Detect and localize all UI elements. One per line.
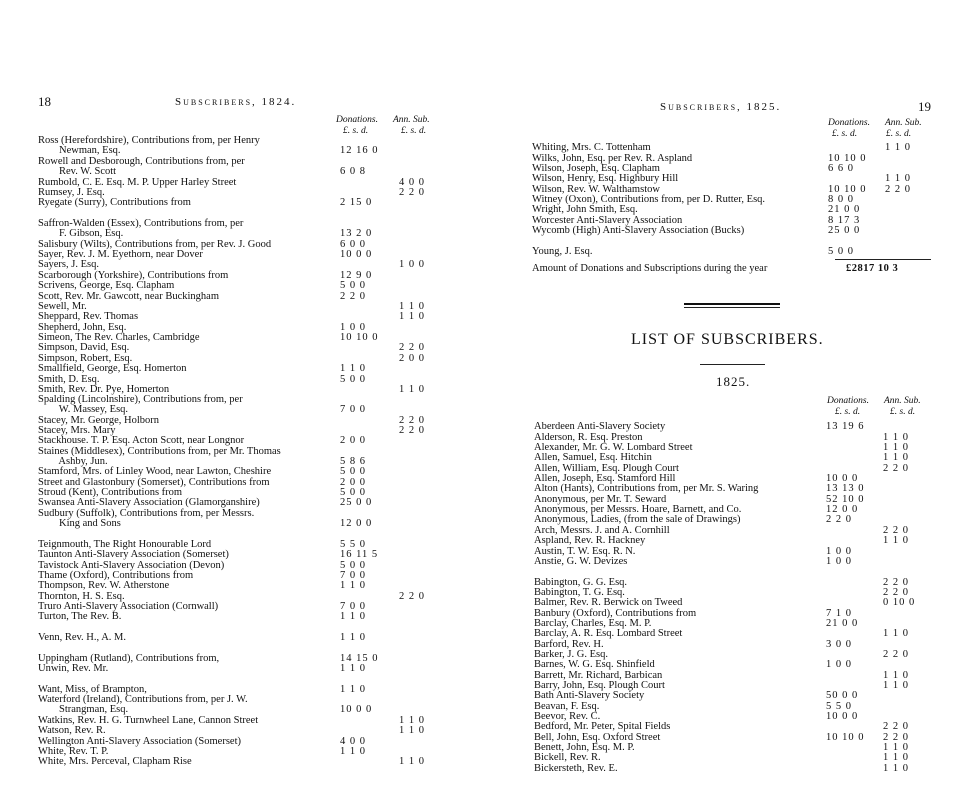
entry-name: Saffron-Walden (Essex), Contributions from, per [38,218,244,229]
entry-donation: 10 0 0 [340,704,373,715]
entry-row [38,281,458,291]
entry-donation: 10 0 0 [826,473,859,484]
entry-donation: 1 1 0 [340,363,366,374]
col-donations: Donations. [336,115,378,125]
entry-name: Teignmouth, The Right Honourable Lord [38,539,212,550]
entry-name: Bell, John, Esq. Oxford Street [534,732,661,743]
entry-donation: 10 10 0 [828,153,867,164]
entry-row [38,250,458,260]
entry-annual: 1 1 0 [399,725,425,736]
running-head: Subscribers, 1824. [175,96,297,108]
entry-row [532,143,942,153]
entry-donation: 5 0 0 [828,246,854,257]
entry-name: Sewell, Mr. [38,301,87,312]
entry-row [38,612,458,622]
entry-annual: 4 0 0 [399,177,425,188]
entry-name: Barclay, Charles, Esq. M. P. [534,618,652,629]
entry-name: Taunton Anti-Slavery Association (Somerset) [38,549,229,560]
entry-name: Wellington Anti-Slavery Association (Somerset) [38,736,242,747]
entry-row [532,226,942,236]
entry-donation: 12 0 0 [340,518,373,529]
entry-row [38,726,458,736]
entry-donation: 2 0 0 [340,435,366,446]
entry-name: Wilks, John, Esq. per Rev. R. Aspland [532,153,693,164]
entry-donation: 10 10 0 [340,332,379,343]
entry-name: Barker, J. G. Esq. [534,649,608,660]
entry-row [38,467,458,477]
entry-name: Staines (Middlesex), Contributions from, per Mr. Thomas [38,446,281,457]
entry-name: Thornton, H. S. Esq. [38,591,125,602]
entry-row [534,629,944,639]
list-title: LIST OF SUBSCRIBERS. [631,331,824,348]
entry-name: Smith, D. Esq. [38,374,100,385]
entry-name: Tavistock Anti-Slavery Association (Devon) [38,560,225,571]
entry-donation: 13 19 6 [826,421,865,432]
entry-row [534,453,944,463]
entry-name: W. Massey, Esq. [38,404,129,415]
entry-name: Beevor, Rev. C. [534,711,601,722]
entry-row [38,519,458,529]
entry-annual: 1 1 0 [883,452,909,463]
entry-name: Wilson, Henry, Esq. Highbury Hill [532,173,679,184]
entry-annual: 1 1 0 [883,763,909,774]
entry-row [38,581,458,591]
entry-row [532,247,942,257]
entry-name: Simpson, David, Esq. [38,342,130,353]
entry-row [532,205,942,215]
entry-donation: 21 0 0 [826,618,859,629]
entry-donation: 14 15 0 [340,653,379,664]
entry-name: Banbury (Oxford), Contributions from [534,608,697,619]
entry-name: F. Gibson, Esq. [38,228,124,239]
entry-annual: 1 1 0 [885,142,911,153]
entry-name: Aspland, Rev. R. Hackney [534,535,646,546]
entry-name: Stamford, Mrs. of Linley Wood, near Lawton, Cheshire [38,466,272,477]
entry-donation: 13 13 0 [826,483,865,494]
entry-name: White, Rev. T. P. [38,746,109,757]
entry-name: Waterford (Ireland), Contributions from, per J. W. [38,694,248,705]
entry-annual: 2 2 0 [399,187,425,198]
entry-donation: 1 1 0 [340,611,366,622]
entry-annual: 1 1 0 [883,432,909,443]
entry-name: Benett, John, Esq. M. P. [534,742,635,753]
entry-donation: 7 1 0 [826,608,852,619]
entry-annual: 0 10 0 [883,597,916,608]
entry-annual: 1 1 0 [399,384,425,395]
entry-name: Babington, T. G. Esq. [534,587,625,598]
entry-annual: 2 2 0 [399,342,425,353]
page-number: 19 [918,99,931,114]
list-year: 1825. [716,374,751,389]
entry-row [38,198,458,208]
entry-name: King and Sons [38,518,121,529]
page-number: 18 [38,94,51,109]
entry-annual: 2 0 0 [399,353,425,364]
entry-donation: 5 8 6 [340,456,366,467]
entry-name: Beavan, F. Esq. [534,701,600,712]
entry-donation: 1 1 0 [340,580,366,591]
entry-donation: 25 0 0 [340,497,373,508]
entry-donation: 10 10 0 [828,184,867,195]
double-rule-bottom [684,307,780,308]
entry-name: Rowell and Desborough, Contributions from, per [38,156,245,167]
entry-name: Newman, Esq. [38,145,121,156]
entry-row [38,312,458,322]
entry-row [38,633,458,643]
col-units-annual: £. s. d. [886,129,912,139]
entry-name: Anonymous, Ladies, (from the sale of Drawings) [534,514,741,525]
entry-donation: 2 15 0 [340,197,373,208]
running-head: Subscribers, 1825. [660,101,782,113]
entry-donation: 5 0 0 [340,466,366,477]
col-annual: Ann. Sub. [393,115,430,125]
right-page [490,0,980,808]
entry-row [534,536,944,546]
entry-row [38,550,458,560]
entry-row [534,660,944,670]
entry-name: Ashby, Jun. [38,456,108,467]
entry-annual: 1 1 0 [399,756,425,767]
entry-annual: 2 2 0 [883,587,909,598]
entry-name: Stacey, Mrs. Mary [38,425,116,436]
entry-donation: 16 11 5 [340,549,379,560]
entry-name: Barford, Rev. H. [534,639,604,650]
entry-name: Barrett, Mr. Richard, Barbican [534,670,663,681]
entry-donation: 13 2 0 [340,228,373,239]
entry-row [38,436,458,446]
entry-row [38,343,458,353]
entry-donation: 7 0 0 [340,404,366,415]
entry-name: Scrivens, George, Esq. Clapham [38,280,175,291]
entry-donation: 2 2 0 [826,514,852,525]
entry-donation: 10 10 0 [826,732,865,743]
entry-donation: 12 9 0 [340,270,373,281]
entry-row [534,598,944,608]
entry-annual: 1 1 0 [883,742,909,753]
entry-name: Barclay, A. R. Esq. Lombard Street [534,628,683,639]
entry-row [534,557,944,567]
entry-donation: 5 0 0 [340,560,366,571]
col-annual: Ann. Sub. [885,118,922,128]
entry-name: Thame (Oxford), Contributions from [38,570,194,581]
total-label: Amount of Donations and Subscriptions during the year [532,263,768,274]
entry-name: Balmer, Rev. R. Berwick on Tweed [534,597,683,608]
entry-annual: 1 1 0 [883,628,909,639]
entry-annual: 2 2 0 [883,463,909,474]
entry-name: Barnes, W. G. Esq. Shinfield [534,659,655,670]
entry-name: Wilson, Joseph, Esq. Clapham [532,163,660,174]
entry-name: Rumbold, C. E. Esq. M. P. Upper Harley Street [38,177,237,188]
entry-donation: 12 0 0 [826,504,859,515]
entry-donation: 1 1 0 [340,663,366,674]
entry-row [534,722,944,732]
entry-name: Want, Miss, of Brampton, [38,684,147,695]
entry-name: Wilson, Rev. W. Walthamstow [532,184,660,195]
entry-donation: 4 0 0 [340,736,366,747]
entry-name: Witney (Oxon), Contributions from, per D. Rutter, Esq. [532,194,766,205]
entry-donation: 1 0 0 [340,322,366,333]
entry-donation: 5 5 0 [340,539,366,550]
entry-row [38,229,458,239]
entry-name: Bedford, Mr. Peter, Spital Fields [534,721,671,732]
entry-name: Bath Anti-Slavery Society [534,690,645,701]
entry-donation: 6 6 0 [828,163,854,174]
entry-name: Smith, Rev. Dr. Pye, Homerton [38,384,170,395]
entry-name: Wright, John Smith, Esq. [532,204,638,215]
list-col-units-donations: £. s. d. [835,407,861,417]
entry-donation: 3 0 0 [826,639,852,650]
entry-name: Shepherd, John, Esq. [38,322,127,333]
entry-annual: 2 2 0 [883,649,909,660]
entry-donation: 1 1 0 [340,746,366,757]
entry-annual: 2 2 0 [883,732,909,743]
double-rule-top [684,303,780,305]
entry-donation: 7 0 0 [340,570,366,581]
entry-name: Scott, Rev. Mr. Gawcott, near Buckingham [38,291,219,302]
entry-donation: 6 0 8 [340,166,366,177]
col-units-donations: £. s. d. [343,126,369,136]
entry-donation: 5 0 0 [340,280,366,291]
entry-name: Simpson, Robert, Esq. [38,353,133,364]
entry-name: Spalding (Lincolnshire), Contributions from, per [38,394,243,405]
entry-name: Swansea Anti-Slavery Association (Glamorganshire) [38,497,260,508]
entry-name: Watson, Rev. R. [38,725,106,736]
entry-annual: 1 1 0 [883,680,909,691]
entry-name: Babington, G. G. Esq. [534,577,628,588]
total-rule [835,259,931,260]
entry-annual: 1 1 0 [399,301,425,312]
entry-name: Strangman, Esq. [38,704,129,715]
entry-donation: 1 0 0 [826,659,852,670]
entry-name: Stacey, Mr. George, Holborn [38,415,160,426]
list-col-annual: Ann. Sub. [884,396,921,406]
entry-donation: 8 17 3 [828,215,861,226]
entry-donation: 25 0 0 [828,225,861,236]
entry-name: Smallfield, George, Esq. Homerton [38,363,187,374]
entry-name: Bickersteth, Rev. E. [534,763,618,774]
entry-annual: 1 1 0 [883,752,909,763]
entry-donation: 5 5 0 [826,701,852,712]
entry-row [38,292,458,302]
entry-donation: 8 0 0 [828,194,854,205]
entry-row [534,753,944,763]
entry-name: Allen, Samuel, Esq. Hitchin [534,452,652,463]
entry-name: Bickell, Rev. R. [534,752,601,763]
entry-donation: 1 0 0 [826,556,852,567]
entry-name: Venn, Rev. H., A. M. [38,632,126,643]
entry-name: Stroud (Kent), Contributions from [38,487,183,498]
entry-name: Young, J. Esq. [532,246,593,257]
entry-name: Anonymous, per Mr. T. Seward [534,494,667,505]
entry-name: Sudbury (Suffolk), Contributions from, per Messrs. [38,508,255,519]
entry-row [534,484,944,494]
entry-name: Austin, T. W. Esq. R. N. [534,546,636,557]
entry-annual: 2 2 0 [883,525,909,536]
entry-name: Alton (Hants), Contributions from, per Mr. S. Waring [534,483,759,494]
entry-annual: 2 2 0 [883,577,909,588]
entry-name: Simeon, The Rev. Charles, Cambridge [38,332,200,343]
entry-name: Truro Anti-Slavery Association (Cornwall) [38,601,219,612]
entry-name: Sayer, Rev. J. M. Eyethorn, near Dover [38,249,203,260]
entry-name: Arch, Messrs. J. and A. Cornhill [534,525,670,536]
entry-name: Anstie, G. W. Devizes [534,556,628,567]
entry-row [532,174,942,184]
entry-row [38,146,458,156]
entry-name: Unwin, Rev. Mr. [38,663,109,674]
entry-name: Allen, Joseph, Esq. Stamford Hill [534,473,676,484]
entry-donation: 6 0 0 [340,239,366,250]
entry-name: Sheppard, Rev. Thomas [38,311,139,322]
entry-name: Wycomb (High) Anti-Slavery Association (Bucks) [532,225,745,236]
total-value: £2817 10 3 [846,263,899,274]
entry-row [38,498,458,508]
entry-name: Scarborough (Yorkshire), Contributions from [38,270,229,281]
entry-name: Rumsey, J. Esq. [38,187,105,198]
entry-name: Thompson, Rev. W. Atherstone [38,580,170,591]
entry-row [534,691,944,701]
entry-row [534,422,944,432]
entry-donation: 21 0 0 [828,204,861,215]
entry-name: Stackhouse. T. P. Esq. Acton Scott, near Longnor [38,435,245,446]
entry-row [38,405,458,415]
entry-annual: 2 2 0 [399,591,425,602]
entry-name: Salisbury (Wilts), Contributions from, per Rev. J. Good [38,239,272,250]
entry-row [38,364,458,374]
entry-donation: 12 16 0 [340,145,379,156]
entry-row [38,705,458,715]
entry-annual: 1 1 0 [883,442,909,453]
entry-annual: 2 2 0 [885,184,911,195]
entry-name: Turton, The Rev. B. [38,611,122,622]
entry-annual: 1 1 0 [399,715,425,726]
entry-annual: 2 2 0 [883,721,909,732]
entry-donation: 10 0 0 [826,711,859,722]
entry-annual: 1 1 0 [885,173,911,184]
entry-donation: 5 0 0 [340,374,366,385]
entry-annual: 1 1 0 [399,311,425,322]
entry-donation: 2 2 0 [340,291,366,302]
entry-name: Alexander, Mr. G. W. Lombard Street [534,442,693,453]
entry-name: Anonymous, per Messrs. Hoare, Barnett, and Co. [534,504,742,515]
entry-name: Rev. W. Scott [38,166,117,177]
entry-row [38,260,458,270]
entry-name: Street and Glastonbury (Somerset), Contributions from [38,477,270,488]
entry-name: Watkins, Rev. H. G. Turnwheel Lane, Cannon Street [38,715,259,726]
entry-donation: 5 0 0 [340,487,366,498]
entry-name: Ross (Herefordshire), Contributions from, per Henry [38,135,260,146]
col-units-annual: £. s. d. [401,126,427,136]
entry-name: White, Mrs. Perceval, Clapham Rise [38,756,192,767]
entry-row [38,167,458,177]
entry-row [38,757,458,767]
entry-annual: 1 1 0 [883,670,909,681]
col-donations: Donations. [828,118,870,128]
entry-donation: 1 1 0 [340,632,366,643]
entry-annual: 1 1 0 [883,535,909,546]
entry-name: Alderson, R. Esq. Preston [534,432,643,443]
entry-annual: 2 2 0 [399,415,425,426]
entry-donation: 1 1 0 [340,684,366,695]
entry-donation: 2 0 0 [340,477,366,488]
entry-name: Whiting, Mrs. C. Tottenham [532,142,651,153]
list-col-units-annual: £. s. d. [890,407,916,417]
entry-donation: 10 0 0 [340,249,373,260]
entry-name: Aberdeen Anti-Slavery Society [534,421,666,432]
entry-donation: 1 0 0 [826,546,852,557]
entry-name: Worcester Anti-Slavery Association [532,215,683,226]
entry-annual: 2 2 0 [399,425,425,436]
entry-donation: 52 10 0 [826,494,865,505]
entry-name: Uppingham (Rutland), Contributions from, [38,653,220,664]
entry-annual: 1 0 0 [399,259,425,270]
entry-donation: 50 0 0 [826,690,859,701]
entry-row [534,764,944,774]
entry-name: Barry, John, Esq. Plough Court [534,680,665,691]
list-col-donations: Donations. [827,396,869,406]
entry-donation: 7 0 0 [340,601,366,612]
entry-row [534,515,944,525]
title-rule [700,364,765,365]
col-units-donations: £. s. d. [832,129,858,139]
entry-row [38,664,458,674]
entry-name: Allen, William, Esq. Plough Court [534,463,679,474]
entry-name: Ryegate (Surry), Contributions from [38,197,191,208]
entry-name: Sayers, J. Esq. [38,259,99,270]
